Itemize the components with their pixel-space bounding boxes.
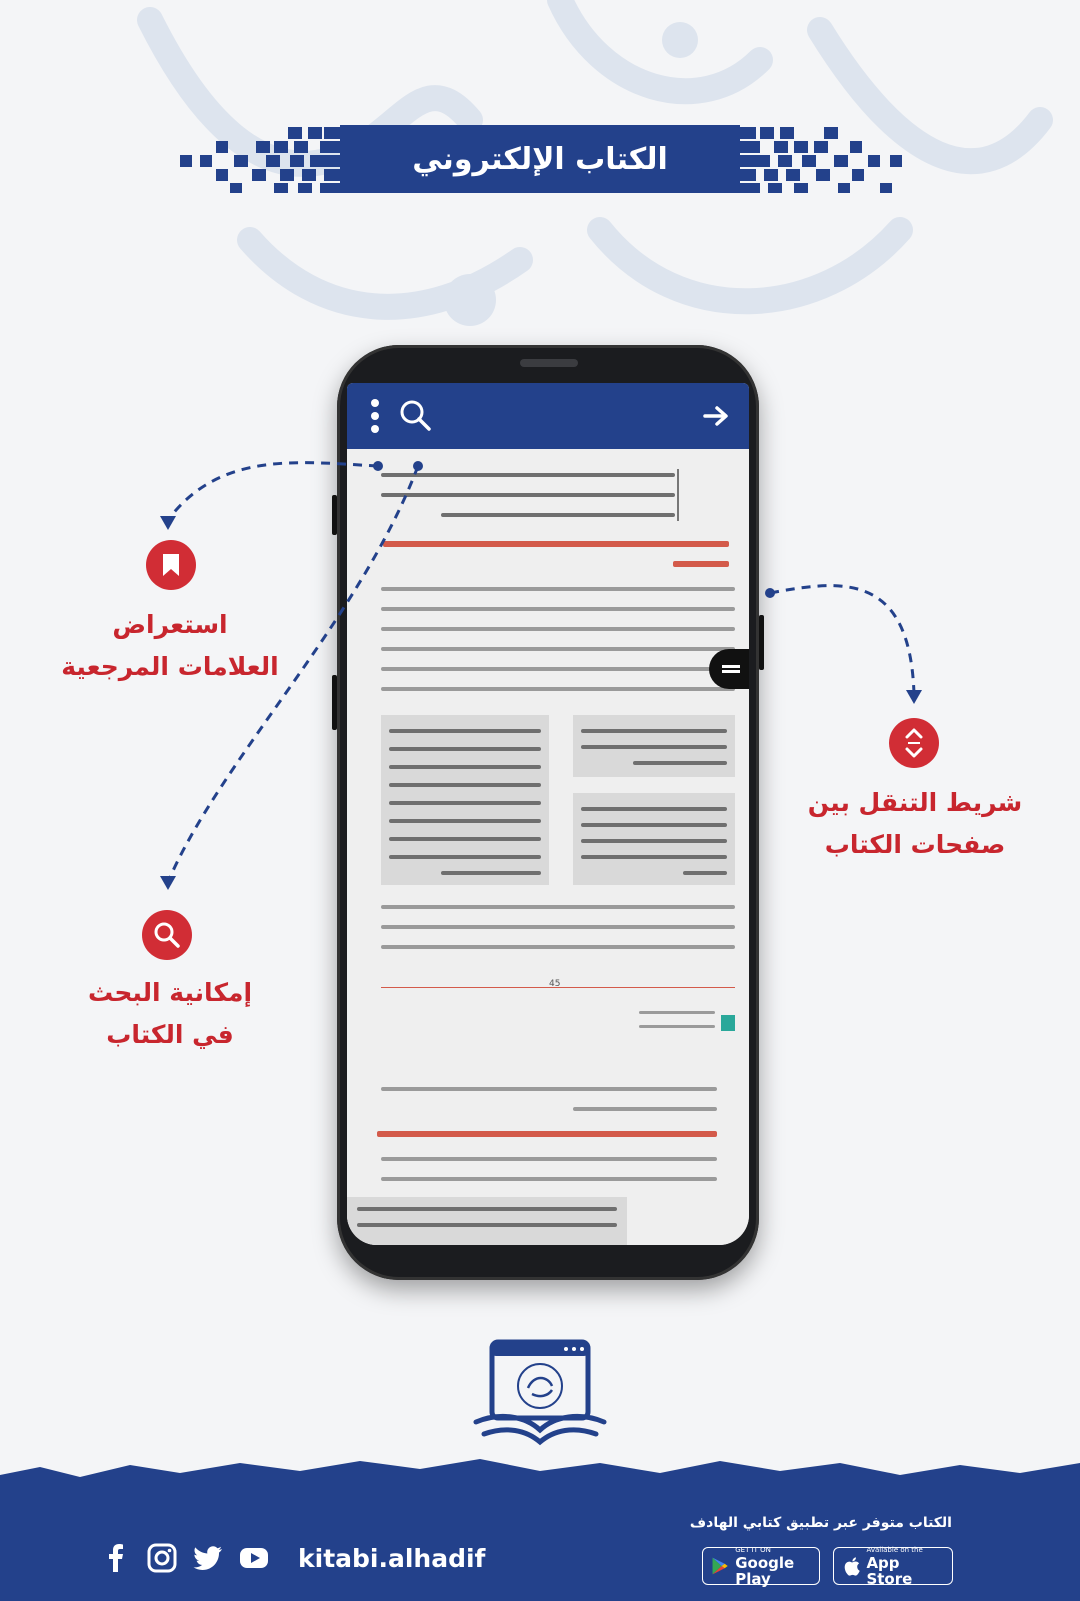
page-number: 45 xyxy=(549,979,561,989)
twitter-icon[interactable] xyxy=(192,1542,224,1574)
text-line xyxy=(573,1107,717,1111)
text-line xyxy=(441,513,675,517)
arrow-right-icon[interactable] xyxy=(701,401,731,431)
reader-toolbar xyxy=(347,383,749,449)
apple-icon xyxy=(842,1554,860,1578)
feature-navigation-label xyxy=(770,782,1060,866)
google-play-icon xyxy=(711,1553,729,1579)
text-line xyxy=(381,1087,717,1091)
text-line xyxy=(381,687,735,691)
section-heading xyxy=(377,1131,717,1137)
feature-navigation-line1: شريط التنقل بين xyxy=(807,788,1023,817)
page-navigation-handle[interactable] xyxy=(709,649,749,689)
text-line xyxy=(381,647,735,651)
app-store-button[interactable] xyxy=(833,1545,953,1588)
text-line xyxy=(381,925,735,929)
app-store-small: Available on the xyxy=(866,1545,923,1554)
next-chapter-marker xyxy=(721,1015,735,1031)
text-line xyxy=(381,1177,717,1181)
more-options-icon[interactable] xyxy=(367,399,383,433)
feature-navigation-line2: صفحات الكتاب xyxy=(824,830,1006,859)
content-box xyxy=(347,1197,627,1245)
phone-speaker xyxy=(520,359,578,367)
availability-text: الكتاب متوفر عبر تطبيق كتابي الهادف xyxy=(689,1515,952,1531)
feature-search-label xyxy=(30,972,310,1056)
instagram-icon[interactable] xyxy=(146,1542,178,1574)
margin-rule xyxy=(677,469,679,521)
phone-mockup xyxy=(337,345,759,1280)
phone-side-button xyxy=(332,675,337,730)
feature-bookmarks-label xyxy=(30,604,310,688)
content-box xyxy=(573,793,735,885)
page-navigation-icon xyxy=(889,718,939,768)
google-play-big: Google Play xyxy=(735,1553,795,1588)
section-heading xyxy=(673,561,729,567)
text-line xyxy=(381,1157,717,1161)
bookmark-icon xyxy=(146,540,196,590)
reader-screen xyxy=(347,383,749,1245)
text-line xyxy=(381,587,735,591)
text-line xyxy=(381,493,675,497)
social-handle[interactable]: kitabi.alhadif xyxy=(298,1543,486,1573)
text-line xyxy=(639,1025,715,1028)
feature-bookmarks-line1: استعراض xyxy=(112,610,228,639)
header-banner xyxy=(170,125,910,205)
google-play-small: GET IT ON xyxy=(735,1545,771,1554)
pixel-decoration-right xyxy=(740,125,910,195)
text-line xyxy=(381,667,735,671)
search-icon[interactable] xyxy=(397,397,433,433)
content-box xyxy=(381,715,549,885)
phone-side-button xyxy=(759,615,764,670)
app-store-big: App Store xyxy=(866,1553,913,1588)
text-line xyxy=(381,905,735,909)
page-title: الكتاب الإلكتروني xyxy=(340,125,740,193)
text-line xyxy=(639,1011,715,1014)
content-box xyxy=(573,715,735,777)
phone-side-button xyxy=(332,495,337,535)
search-feature-icon xyxy=(142,910,192,960)
book-page[interactable] xyxy=(347,449,749,1245)
feature-bookmarks-line2: العلامات المرجعية xyxy=(61,652,279,681)
feature-search-line2: في الكتاب xyxy=(106,1020,234,1049)
text-line xyxy=(381,607,735,611)
facebook-icon[interactable] xyxy=(100,1542,132,1574)
text-line xyxy=(381,627,735,631)
section-heading xyxy=(383,541,729,547)
pixel-decoration-left xyxy=(170,125,340,195)
youtube-icon[interactable] xyxy=(238,1542,270,1574)
google-play-button[interactable] xyxy=(702,1545,820,1588)
kitabi-alhadif-logo xyxy=(470,1338,610,1448)
text-line xyxy=(381,473,675,477)
social-links xyxy=(100,1540,485,1576)
feature-search-line1: إمكانية البحث xyxy=(87,978,253,1007)
text-line xyxy=(381,945,735,949)
